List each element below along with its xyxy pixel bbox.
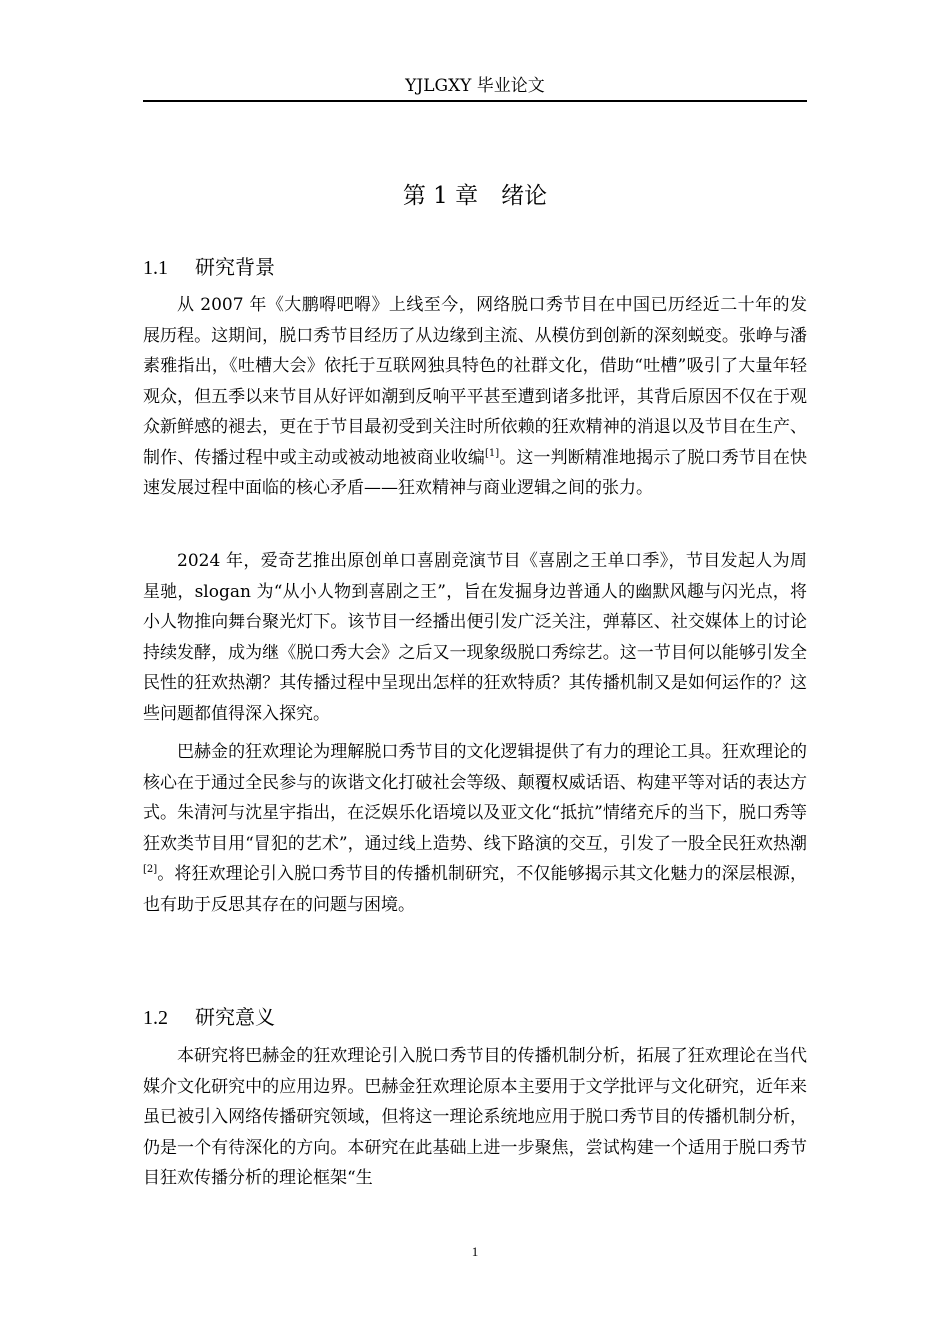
- paragraph-4: [143, 1041, 807, 1194]
- paragraph-text: 2024 年，爱奇艺推出原创单口喜剧竞演节目《喜剧之王单口季》，节目发起人为周星驰，slogan 为“从小人物到喜剧之王”，旨在发掘身边普通人的幽默风趣与闪光点，将小人物推向舞台聚光灯下。该节目一经播出便引发广泛关注，弹幕区、社交媒体上的讨论持续发酵，成为继《脱口秀大会》之后又一现象级脱口秀综艺。这一节目何以能够引发全民性的狂欢热潮？其传播过程中呈现出怎样的狂欢特质？其传播机制又是如何运作的？这些问题都值得深入探究。: [143, 551, 807, 724]
- paragraph-2: [143, 546, 807, 729]
- section-title: 研究意义: [195, 1005, 275, 1029]
- page-number: 1: [471, 1244, 479, 1259]
- section-heading-1-2: [143, 1002, 275, 1033]
- page-header: YJLGXY 毕业论文: [405, 76, 545, 96]
- header-rule: [143, 100, 807, 102]
- paragraph-text: 。将狂欢理论引入脱口秀节目的传播机制研究，不仅能够揭示其文化魅力的深层根源，也有助于反思其存在的问题与困境。: [143, 864, 807, 915]
- citation-2: [2]: [143, 864, 158, 875]
- paragraph-1: [143, 290, 807, 504]
- paragraph-3: [143, 737, 807, 920]
- citation-1: [1]: [485, 447, 500, 459]
- section-number: 1.1: [143, 257, 168, 279]
- paragraph-text: 本研究将巴赫金的狂欢理论引入脱口秀节目的传播机制分析，拓展了狂欢理论在当代媒介文化研究中的应用边界。巴赫金狂欢理论原本主要用于文学批评与文化研究，近年来虽已被引入网络传播研究领域，但将这一理论系统地应用于脱口秀节目的传播机制分析，仍是一个有待深化的方向。本研究在此基础上进一步聚焦，尝试构建一个适用于脱口秀节目狂欢传播分析的理论框架“生: [143, 1046, 807, 1188]
- section-number: 1.2: [143, 1007, 168, 1029]
- section-heading-1-1: [143, 252, 275, 283]
- paragraph-text: 从 2007 年《大鹏嘚吧嘚》上线至今，网络脱口秀节目在中国已历经近二十年的发展历程。这期间，脱口秀节目经历了从边缘到主流、从模仿到创新的深刻蜕变。张峥与潘素雅指出，《吐槽大会》依托于互联网独具特色的社群文化，借助“吐槽”吸引了大量年轻观众，但五季以来节目从好评如潮到反响平平甚至遭到诸多批评，其背后原因不仅在于观众新鲜感的褪去，更在于节目最初受到关注时所依赖的狂欢精神的消退以及节目在生产、制作、传播过程中或主动或被动地被商业收编: [143, 295, 807, 468]
- paragraph-text: 。这一判断精准地揭示了脱口秀节目在快速发展过程中面临的核心矛盾——狂欢精神与商业逻辑之间的张力。: [143, 447, 808, 498]
- section-title: 研究背景: [195, 255, 275, 279]
- paragraph-text: 巴赫金的狂欢理论为理解脱口秀节目的文化逻辑提供了有力的理论工具。狂欢理论的核心在于通过全民参与的诙谐文化打破社会等级、颠覆权威话语、构建平等对话的表达方式。朱清河与沈星宇指出，在泛娱乐化语境以及亚文化“抵抗”情绪充斥的当下，脱口秀等狂欢类节目用“冒犯的艺术”，通过线上造势、线下路演的交互，引发了一股全民狂欢热潮: [143, 742, 807, 854]
- chapter-title: 第 1 章 绪论: [402, 183, 548, 209]
